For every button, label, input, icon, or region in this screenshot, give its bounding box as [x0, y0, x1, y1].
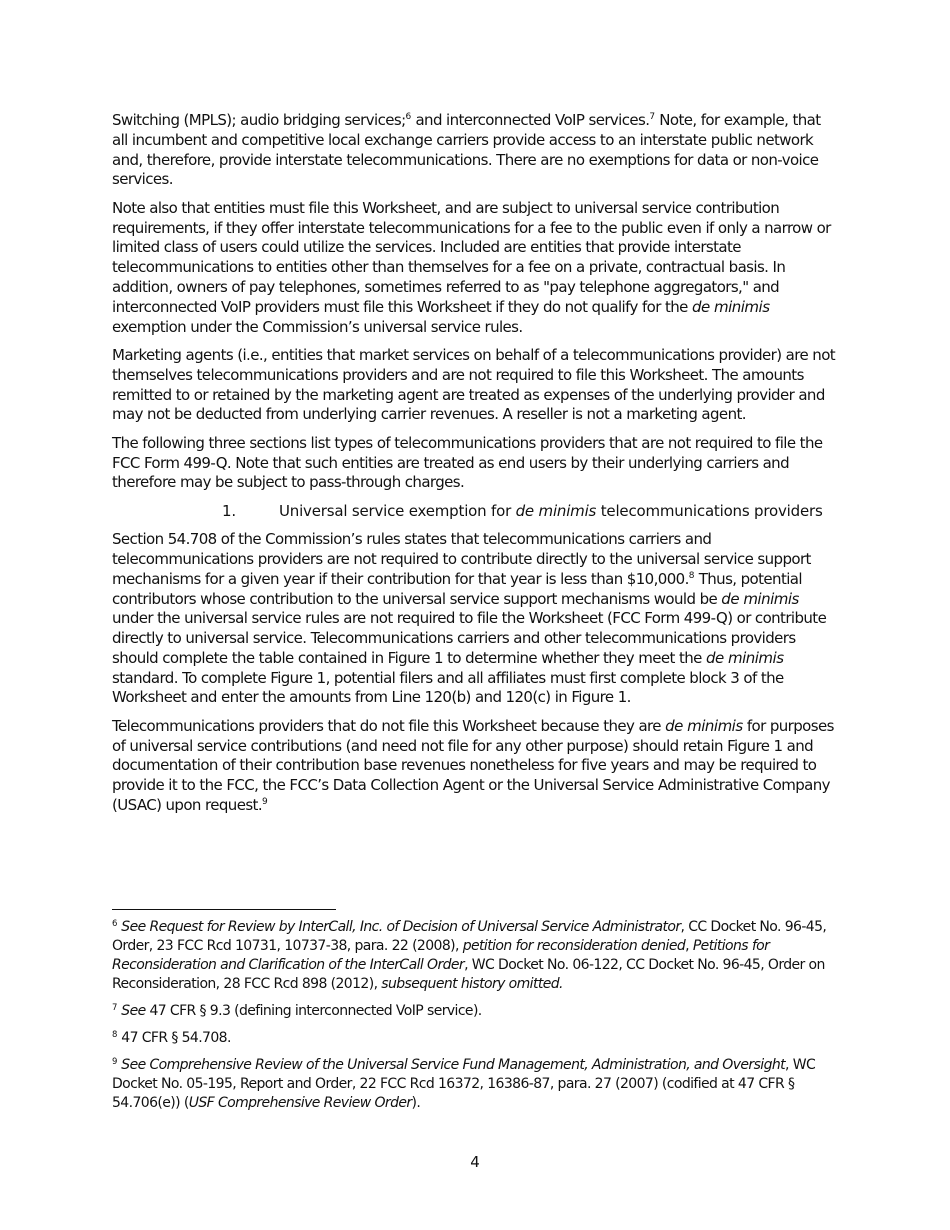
footnote-8: [112, 1029, 840, 1048]
section-heading: [112, 502, 840, 522]
italic-citation: See Comprehensive Review of the Universal Service Fund Management, Administration, and Oversight: [121, 1057, 786, 1073]
italic-term: de minimis: [705, 648, 784, 667]
italic-citation: subsequent history omitted.: [381, 976, 563, 992]
text-span: exemption under the Commission’s universal service rules.: [112, 317, 523, 336]
paragraph-entities-must-file: [112, 199, 840, 338]
footnote-9: [112, 1056, 840, 1113]
text-span: and interconnected VoIP services.: [411, 111, 650, 129]
italic-citation: USF Comprehensive Review Order: [188, 1095, 412, 1111]
footnote-ref-8[interactable]: 8: [688, 570, 695, 581]
footnote-separator: [112, 909, 336, 910]
page-number: 4: [470, 1153, 480, 1171]
footnote-7: [112, 1002, 840, 1021]
section-number: 1.: [222, 501, 236, 520]
footnote-marker: 9: [112, 1057, 118, 1067]
text-span: Switching (MPLS); audio bridging services;: [112, 111, 406, 129]
footnote-ref-6[interactable]: 6: [405, 112, 412, 122]
text-span: , WC Docket No. 06-122, CC Docket No. 96-45, Order on Reconsideration, 28 FCC Rcd 898 (2012),: [112, 957, 825, 992]
italic-term: de minimis: [515, 501, 597, 520]
text-span: standard. To complete Figure 1, potential filers and all affiliates must first complete block 3 of the Worksheet and enter the amounts from Line 120(b) and 120(c) in Figure 1.: [112, 668, 784, 707]
italic-term: de minimis: [721, 589, 799, 608]
text-span: Note, for example, that all incumbent and competitive local exchange carriers provide access to an interstate public network and, therefore, provide interstate telecommunications. There are no exemptions for data or non-voice services.: [112, 111, 821, 189]
document-body: [112, 111, 840, 824]
paragraph-marketing-agents: Marketing agents (i.e., entities that market services on behalf of a telecommunications provider) are not themselves telecommunications providers and are not required to file this Worksheet. The amounts remitted to or retained by the marketing agent are treated as expenses of the underlying provider and may not be deducted from underlying carrier revenues. A reseller is not a marketing agent.: [112, 345, 836, 424]
footnotes: [112, 909, 840, 1121]
text-span: , WC Docket No. 05-195, Report and Order, 22 FCC Rcd 16372, 16386-87, para. 27 (2007) (codified at 47 CFR § 54.706(e)) (: [112, 1057, 816, 1111]
paragraph-section-54708: [112, 530, 840, 708]
paragraph-three-sections: The following three sections list types of telecommunications providers that are not required to file the FCC Form 499-Q. Note that such entities are treated as end users by their underlying carriers and therefore may be subject to pass-through charges.: [112, 433, 823, 492]
section-title: [279, 502, 823, 522]
footnote-marker: 8: [112, 1030, 118, 1040]
footnote-ref-7[interactable]: 7: [649, 112, 656, 122]
footnote-marker: 6: [112, 919, 118, 929]
text-span: Thus, potential contributors whose contribution to the universal service support mechanisms would be: [112, 569, 802, 608]
text-span: for purposes of universal service contributions (and need not file for any other purpose) should retain Figure 1 and documentation of their contribution base revenues nonetheless for five years and may be required to provide it to the FCC, the FCC’s Data Collection Agent or the Universal Service Administrative Company (USAC) upon request.: [112, 716, 834, 815]
italic-citation: See: [121, 1003, 146, 1019]
italic-citation: See Request for Review by InterCall, Inc. of Decision of Universal Service Administrator: [121, 919, 681, 935]
text-span: 47 CFR § 9.3 (defining interconnected VoIP service).: [145, 1003, 482, 1019]
italic-term: de minimis: [691, 297, 770, 316]
italic-term: de minimis: [665, 716, 743, 735]
text-span: ).: [411, 1095, 421, 1111]
text-span: under the universal service rules are not required to file the Worksheet (FCC Form 499-Q) or contribute directly to universal service. Telecommunications carriers and other telecommunications providers should complete the table contained in Figure 1 to determine whether they meet the: [112, 609, 827, 667]
text-span: 47 CFR § 54.708.: [117, 1030, 231, 1046]
italic-citation: petition for reconsideration denied: [462, 938, 686, 954]
paragraph-retain-records: [112, 717, 840, 816]
text-span: Telecommunications providers that do not file this Worksheet because they are: [112, 716, 666, 735]
footnote-marker: 7: [112, 1003, 118, 1013]
text-span: Section 54.708 of the Commission’s rules states that telecommunications carriers and telecommunications providers are not required to contribute directly to the universal service support mechanisms for a given year if their contribution for that year is less than $10,000.: [112, 530, 811, 588]
footnote-6: [112, 918, 840, 994]
text-span: Universal service exemption for: [279, 501, 516, 520]
text-span: telecommunications providers: [596, 501, 823, 520]
footnote-ref-9[interactable]: 9: [262, 797, 268, 808]
italic-citation: Petitions for Reconsideration and Clarification of the InterCall Order: [112, 938, 770, 973]
text-span: , CC Docket No. 96-45, Order, 23 FCC Rcd 10731, 10737-38, para. 22 (2008),: [112, 919, 827, 954]
text-span: Note also that entities must file this Worksheet, and are subject to universal service contribution requirements, if they offer interstate telecommunications for a fee to the public even if only a narrow or limited class of users could utilize the services. Included are entities that provide interstate telecommunications to entities other than themselves for a fee on a private, contractual basis. In addition, owners of pay telephones, sometimes referred to as "pay telephone aggregators," and interconnected VoIP providers must file this Worksheet if they do not qualify for the: [112, 198, 831, 316]
text-span: ,: [685, 938, 693, 954]
paragraph-services: [112, 111, 840, 190]
